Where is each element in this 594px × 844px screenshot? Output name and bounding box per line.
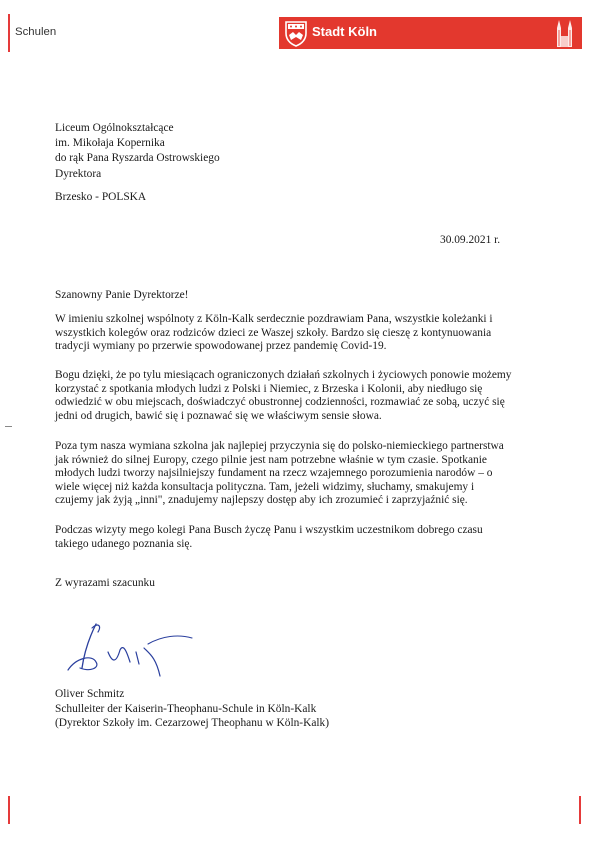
body-paragraph-2: [55, 369, 575, 423]
body-paragraph-4: [55, 524, 575, 551]
address-line: do rąk Pana Ryszarda Ostrowskiego: [55, 152, 220, 165]
header-accent-rule: [8, 14, 10, 52]
salutation: Szanowny Panie Dyrektorze!: [55, 289, 189, 301]
handwritten-signature: [62, 618, 197, 680]
paragraph-line: wszystkich kolegów oraz rodziców dzieci ze Waszej szkoły. Bardzo się cieszę z kontynuowania: [55, 326, 492, 339]
address-line: Dyrektora: [55, 167, 102, 180]
paragraph-line: Bogu dzięki, że po tylu miesiącach ograniczonych działań szkolnych i życiowych ponowie możemy: [55, 369, 512, 381]
paragraph-line: czujemy jak żyją „inni", znadujemy najlepszy dostęp aby ich zrozumieć i zaprzyjaźnić się.: [55, 494, 468, 506]
paragraph-line: tradycji wymiany po przerwie spowodowanej przez pandemię Covid-19.: [55, 340, 387, 352]
address-line: im. Mikołaja Kopernika: [55, 137, 165, 150]
paragraph-line: młodych ludzi tworzy najsilniejszy fundament na rzecz wzajemnego porozumienia narodów – o: [55, 467, 493, 479]
signer-title: Schulleiter der Kaiserin-Theophanu-Schule in Köln-Kalk: [55, 702, 317, 715]
signer-name: Oliver Schmitz: [55, 688, 125, 700]
fold-mark: [5, 426, 12, 427]
closing-phrase: Z wyrazami szacunku: [55, 577, 155, 589]
paragraph-line: W imieniu szkolnej wspólnoty z Köln-Kalk serdecznie pozdrawiam Pana, wszystkie koleżanki i: [55, 313, 493, 325]
city-crest-icon: [283, 19, 309, 47]
recipient-address: [55, 121, 220, 182]
address-line: Liceum Ogólnokształcące: [55, 122, 174, 134]
cathedral-icon: [550, 18, 580, 48]
paragraph-line: jedni od drugich, bawić się i poznawać się we właściwym sensie słowa.: [55, 409, 382, 422]
paragraph-line: takiego udanego poznania się.: [55, 537, 193, 550]
paragraph-line: Podczas wizyty mego kolegi Pana Busch życzę Panu i wszystkim uczestnikom dobrego czasu: [55, 524, 483, 536]
bottom-left-edge-mark: [8, 796, 10, 824]
paragraph-line: jak również do silnej Europy, czego pilnie jest nam potrzebne właśnie w tym czasie. Spotkanie: [55, 453, 487, 466]
paragraph-line: korzystać z spotkania młodych ludzi z Polski i Niemiec, z Brzeska i Kolonii, aby niedługo się: [55, 382, 483, 395]
body-paragraph-3: [55, 440, 575, 508]
signer-block: [55, 687, 329, 731]
letter-date: 30.09.2021 r.: [440, 234, 501, 246]
paragraph-line: wiele więcej niż każda konsultacja polityczna. Tam, jeżeli widzimy, słuchamy, smakujemy i: [55, 480, 475, 493]
brand-name: Stadt Köln: [312, 24, 377, 39]
body-paragraph-1: [55, 313, 575, 354]
bottom-right-edge-mark: [579, 796, 581, 824]
paragraph-line: odwiedzić w obu miejscach, doświadczyć obustronnej codzienności, rozmawiać ze sobą, uczyć się: [55, 396, 505, 408]
signer-title-polish: (Dyrektor Szkoły im. Cezarzowej Theophanu w Köln-Kalk): [55, 717, 330, 729]
paragraph-line: Poza tym nasza wymiana szkolna jak najlepiej przyczynia się do polsko-niemieckiego partnerstwa: [55, 440, 504, 452]
department-label: Schulen: [15, 26, 57, 38]
recipient-country: Brzesko - POLSKA: [55, 191, 147, 203]
